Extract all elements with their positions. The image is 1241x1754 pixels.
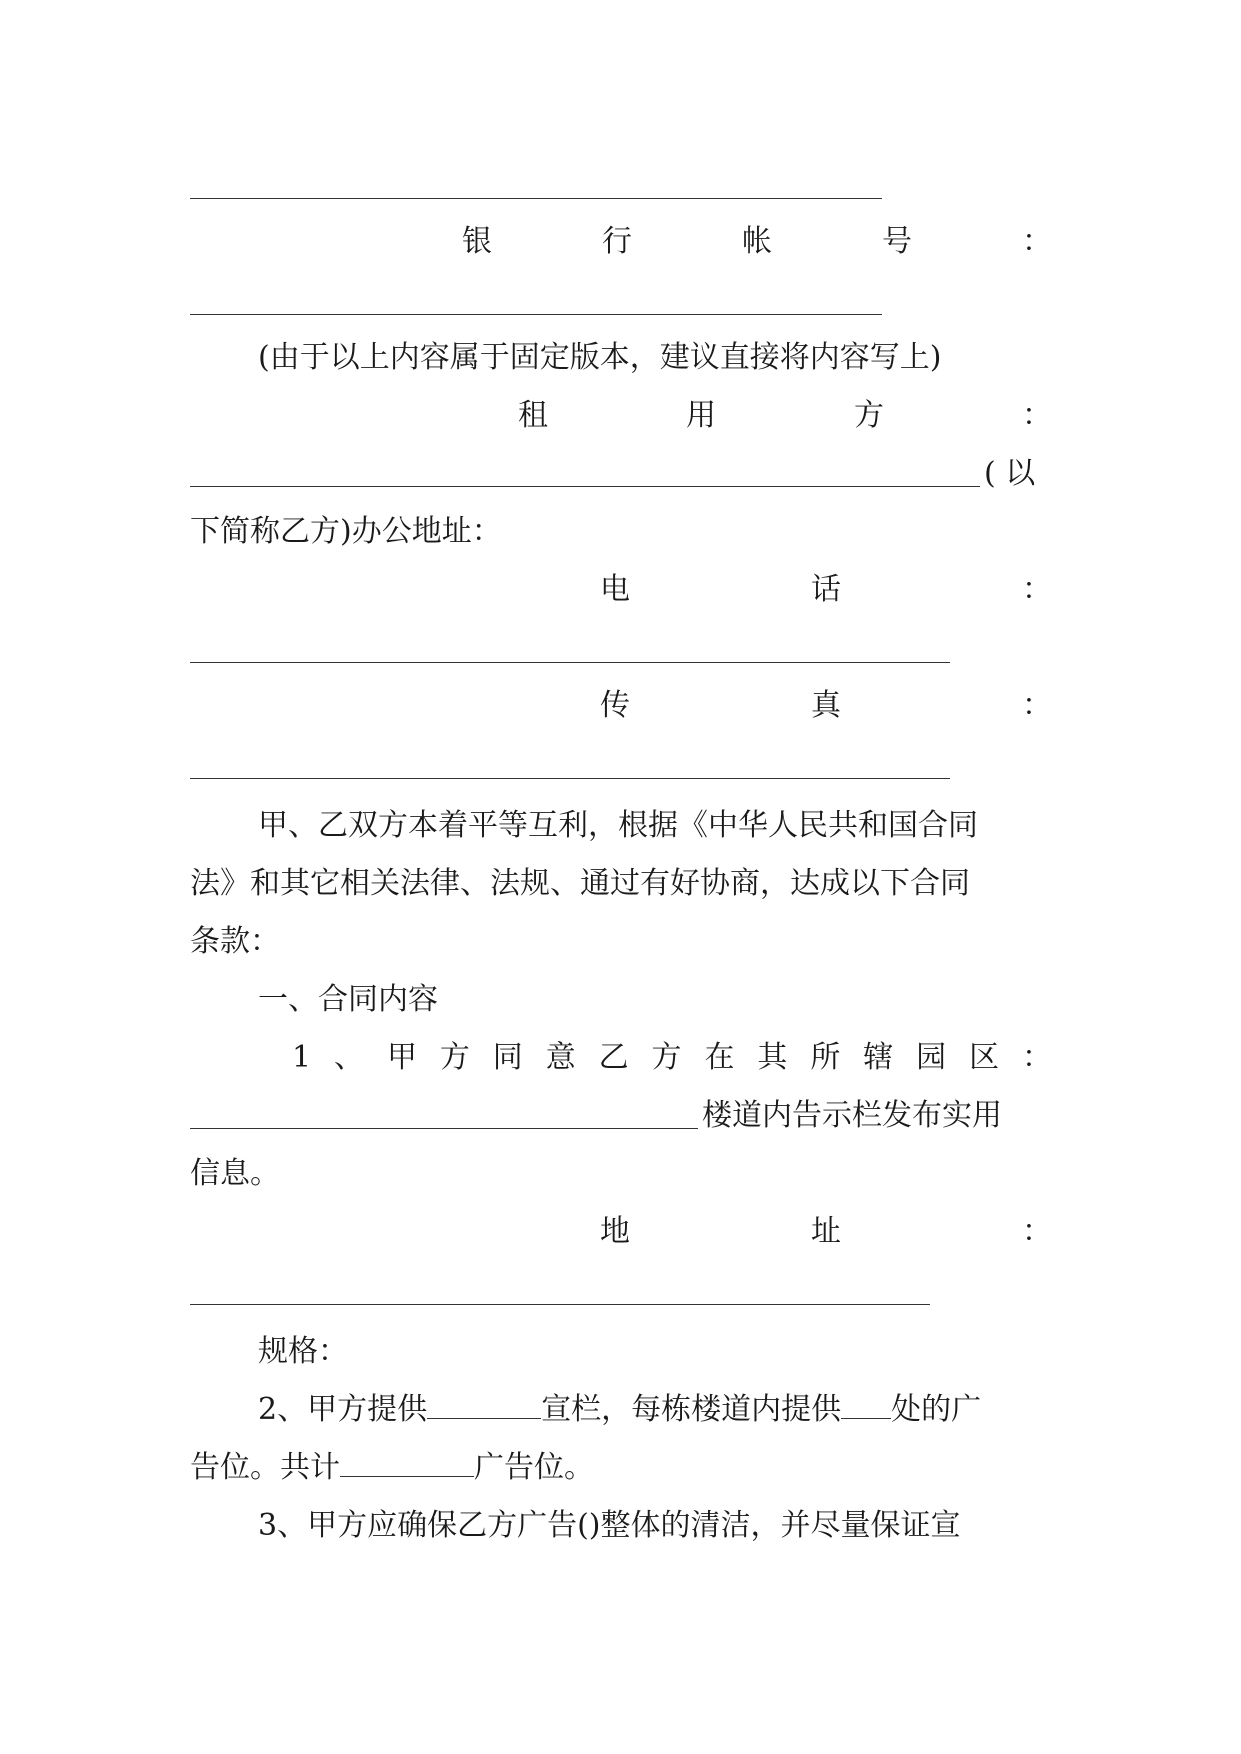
- label-char: 帐: [742, 224, 772, 259]
- label-char: 址: [811, 1214, 841, 1249]
- paragraph-line: 甲、乙双方本着平等互利，根据《中华人民共和国合同: [258, 808, 978, 843]
- item-char: 甲: [386, 1040, 417, 1075]
- label-char: 传: [600, 688, 630, 723]
- item-char: 方: [651, 1040, 682, 1075]
- label-colon: ：: [1022, 398, 1052, 433]
- item3-line1: 3、甲方应确保乙方广告()整体的清洁，并尽量保证宣: [258, 1508, 961, 1543]
- paragraph-line: 法》和其它相关法律、法规、通过有好协商，达成以下合同: [190, 866, 970, 901]
- item2-text: 广告位。: [474, 1450, 594, 1485]
- label-char: 话: [811, 572, 841, 607]
- blank-line: [190, 314, 882, 315]
- blank-line: [190, 778, 950, 779]
- item-char: 区: [969, 1040, 1000, 1075]
- label-colon: ：: [1022, 1214, 1052, 1249]
- fax-row: [190, 686, 1052, 726]
- paragraph-line: 条款：: [190, 924, 280, 959]
- item1-line1: [190, 1038, 1052, 1078]
- label-char: 银: [462, 224, 492, 259]
- label-char: 用: [686, 398, 716, 433]
- label-char: 地: [600, 1214, 630, 1249]
- item2-text: 告位。共计: [190, 1450, 340, 1485]
- section-heading: 一、合同内容: [258, 982, 438, 1017]
- note-text: (由于以上内容属于固定版本，建议直接将内容写上): [258, 340, 942, 375]
- phone-row: [190, 570, 1052, 610]
- item2-text: 宣栏，每栋楼道内提供: [541, 1392, 842, 1427]
- item2-text: 2、甲方提供: [258, 1392, 428, 1427]
- blank-line: [190, 1128, 698, 1129]
- item-char: 辖: [863, 1040, 894, 1075]
- item-char: 、: [334, 1040, 365, 1075]
- label-char: 电: [600, 572, 630, 607]
- spec-label: 规格：: [258, 1334, 348, 1369]
- blank-line: [190, 1304, 930, 1305]
- item-char: 所: [810, 1040, 841, 1075]
- abbr-line2: 下简称乙方)办公地址：: [190, 514, 502, 549]
- item-char: 园: [916, 1040, 947, 1075]
- item-char: 乙: [598, 1040, 629, 1075]
- label-colon: ：: [1022, 224, 1052, 259]
- label-colon: ：: [1022, 688, 1052, 723]
- label-char: 方: [854, 398, 884, 433]
- item-char: 其: [757, 1040, 788, 1075]
- item-char: 1: [292, 1040, 312, 1075]
- label-colon: ：: [1022, 572, 1052, 607]
- abbr-tail: ( 以: [984, 456, 1036, 491]
- item-char: ：: [1022, 1040, 1052, 1075]
- label-char: 号: [882, 224, 912, 259]
- blank-field: [340, 1448, 474, 1477]
- blank-line: [190, 198, 882, 199]
- bank-account-row: [190, 222, 1052, 262]
- label-char: 租: [518, 398, 548, 433]
- lessee-row: [190, 396, 1052, 436]
- item2-line1: [190, 1390, 1052, 1430]
- label-char: 行: [602, 224, 632, 259]
- item2-line2: [190, 1448, 1052, 1488]
- blank-field: [427, 1390, 541, 1419]
- blank-line: [190, 486, 980, 487]
- label-char: 真: [811, 688, 841, 723]
- address-row: [190, 1212, 1052, 1252]
- blank-line: [190, 662, 950, 663]
- item1-line2-tail: 楼道内告示栏发布实用: [702, 1098, 1002, 1133]
- item-char: 在: [704, 1040, 735, 1075]
- item1-line3: 信息。: [190, 1156, 280, 1191]
- blank-field: [841, 1390, 891, 1419]
- item-char: 意: [545, 1040, 576, 1075]
- item-char: 方: [439, 1040, 470, 1075]
- item-char: 同: [492, 1040, 523, 1075]
- item2-text: 处的广: [891, 1392, 982, 1427]
